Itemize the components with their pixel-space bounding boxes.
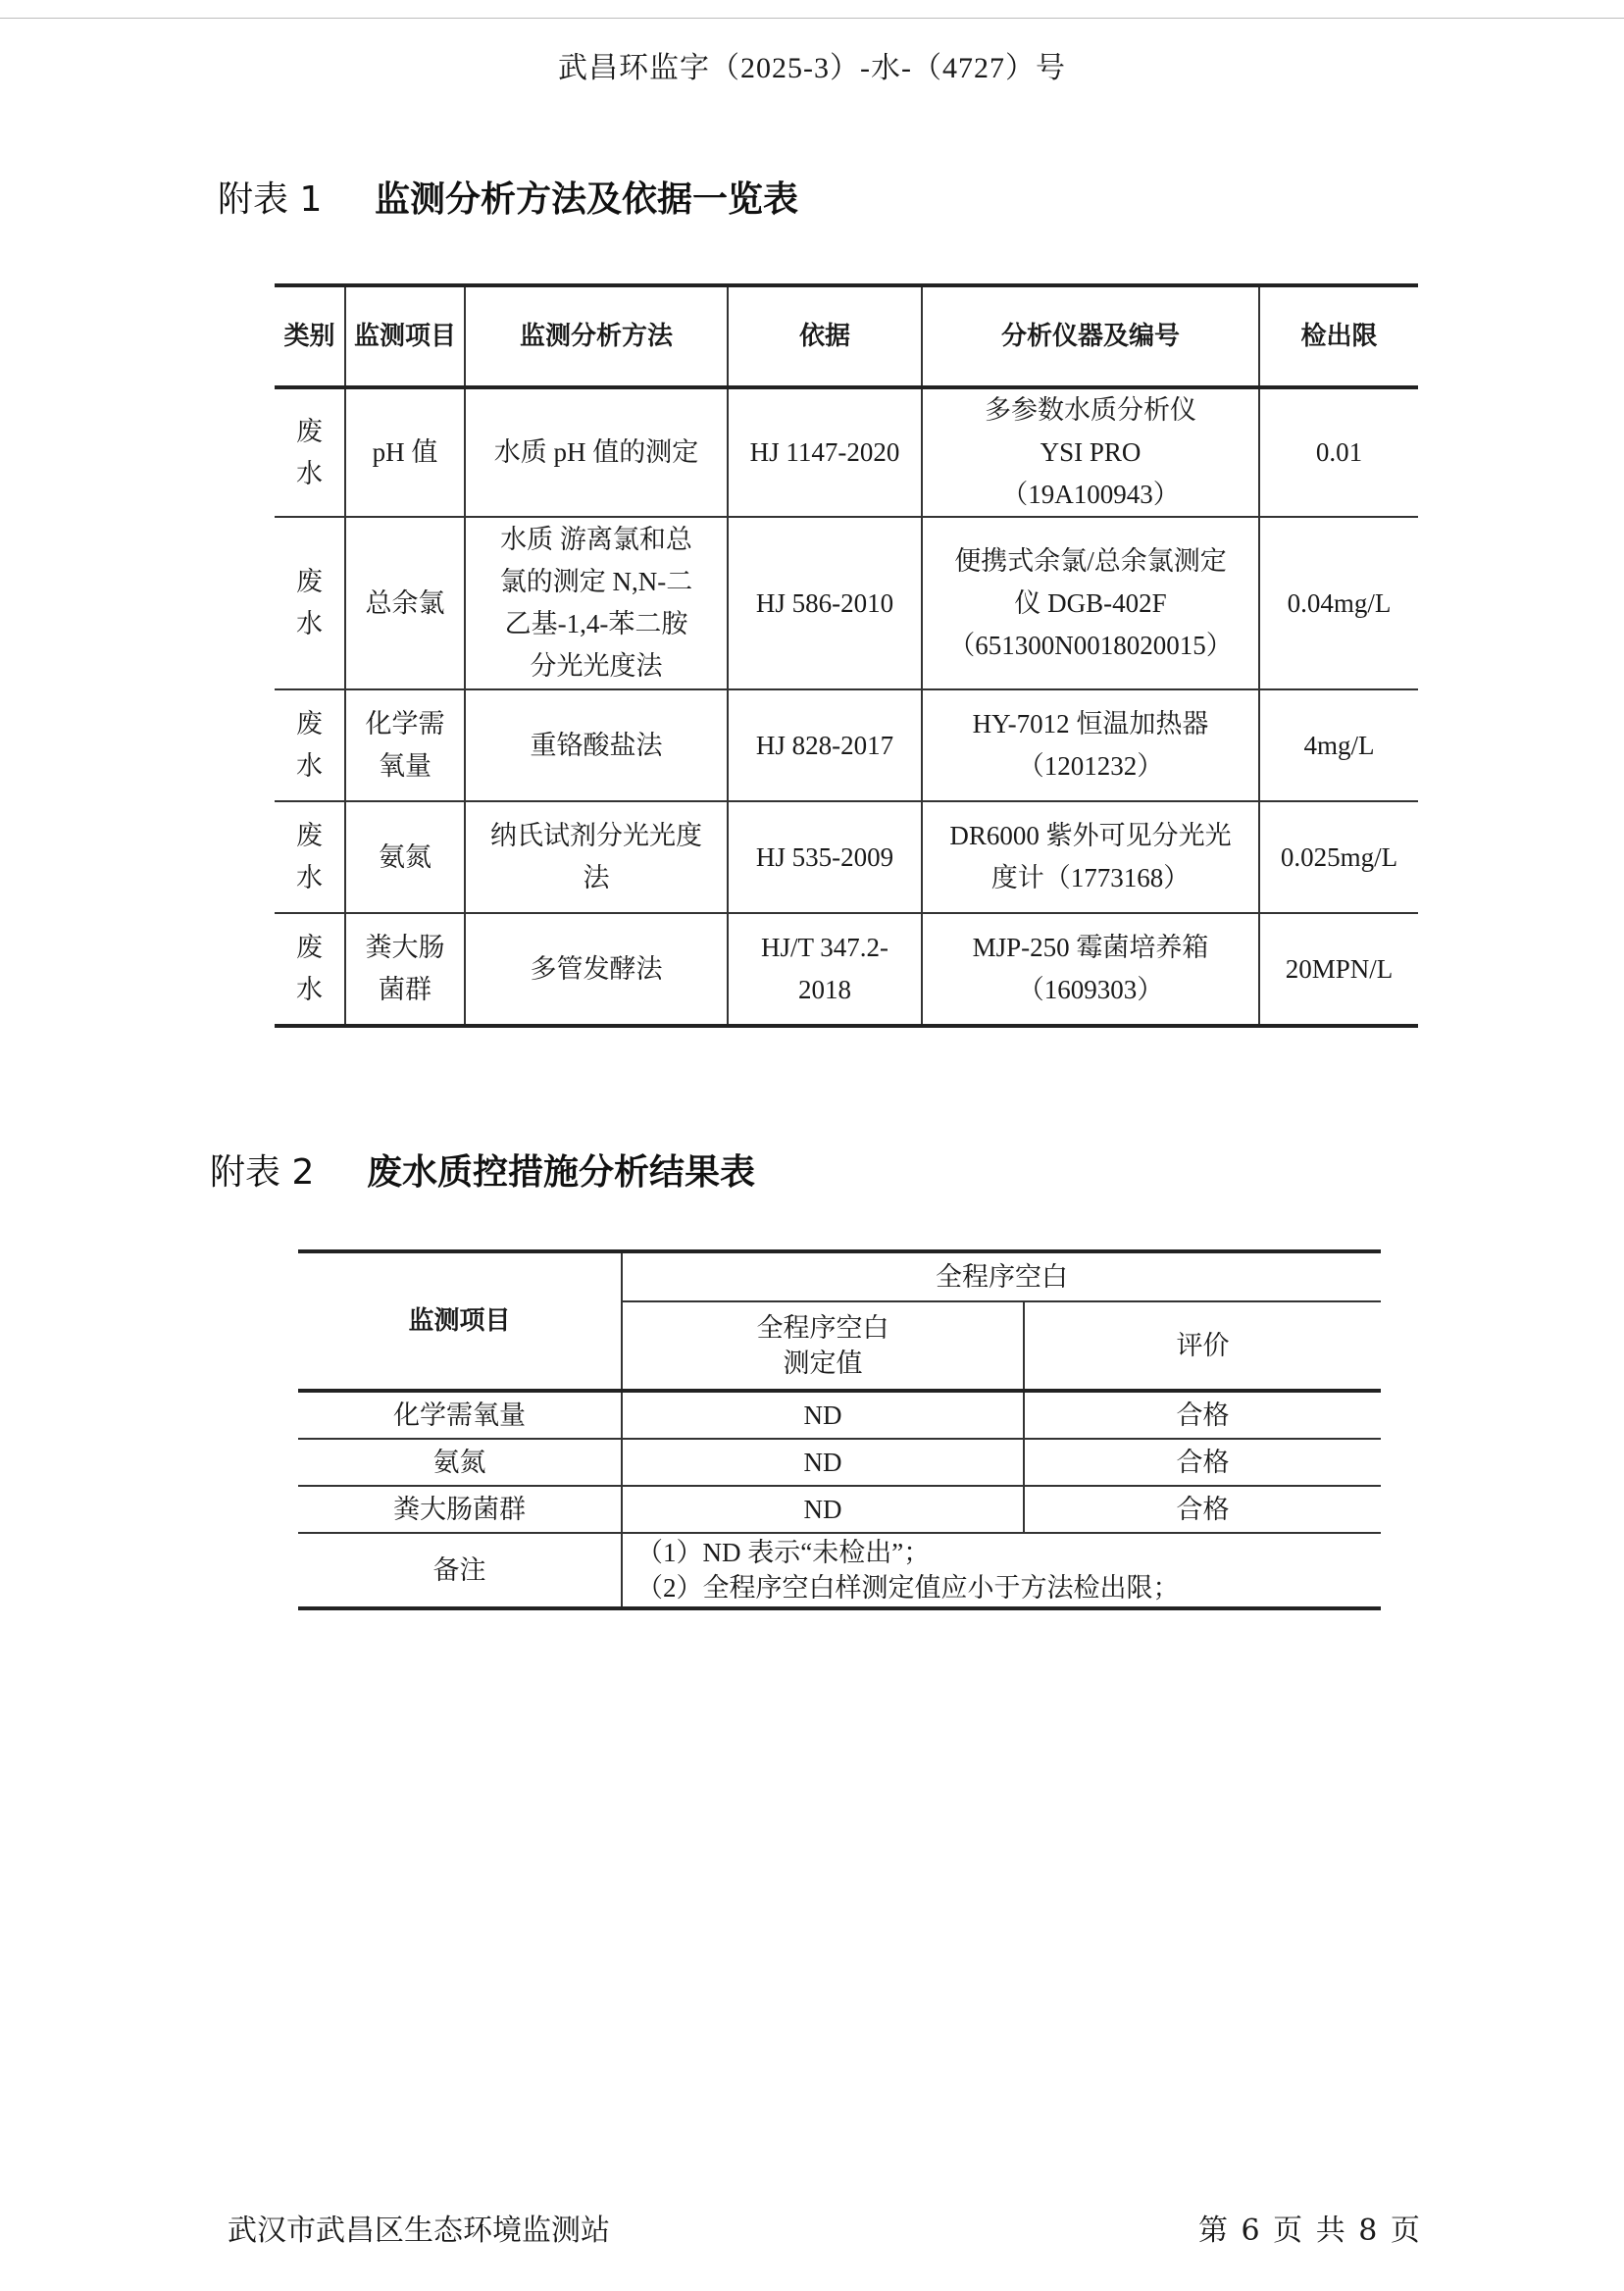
cell-limit: 0.04mg/L (1259, 517, 1418, 689)
col-header-blank-group: 全程序空白 (622, 1251, 1381, 1301)
table-row (275, 517, 1418, 689)
cell-item: 化学需氧量 (393, 1400, 526, 1430)
cell-basis: HJ 828-2017 (728, 689, 922, 801)
col-header-method: 监测分析方法 (465, 285, 728, 387)
cell-instrument: DR6000 紫外可见分光光 度计（1773168） (922, 801, 1259, 913)
table2-number: 附表 2 (210, 1152, 315, 1193)
cell-value: ND (622, 1486, 1024, 1533)
cell-category: 废 水 (275, 517, 345, 689)
qc-results-table (298, 1249, 1381, 1610)
cell-item: 氨氮 (298, 1439, 622, 1486)
cell-category: 废 水 (275, 913, 345, 1026)
header-rule (0, 18, 1624, 19)
cell-method: 多管发酵法 (465, 913, 728, 1026)
cell-basis: HJ 586-2010 (728, 517, 922, 689)
col-header-category: 类别 (283, 321, 335, 351)
col-header-item: 监测项目 (298, 1251, 622, 1391)
table1-title (218, 172, 798, 222)
col-header-evaluation: 评价 (1024, 1301, 1381, 1391)
cell-value: ND (622, 1391, 1024, 1439)
cell-evaluation: 合格 (1024, 1391, 1381, 1439)
cell-limit: 20MPN/L (1259, 913, 1418, 1026)
table2-title (210, 1145, 755, 1195)
cell-item: pH 值 (345, 387, 465, 517)
footer-organization: 武汉市武昌区生态环境监测站 (228, 2214, 610, 2248)
table2-title-text: 废水质控措施分析结果表 (367, 1152, 756, 1193)
notes-label: 备注 (298, 1533, 622, 1608)
cell-category: 废 水 (275, 689, 345, 801)
footer-page-number: 第 6 页 共 8 页 (1198, 2214, 1422, 2248)
table-row (275, 689, 1418, 801)
table-row (275, 801, 1418, 913)
cell-category: 废 水 (296, 416, 323, 488)
table1-number: 附表 1 (218, 179, 323, 220)
cell-basis: HJ 535-2009 (728, 801, 922, 913)
table1-title-text: 监测分析方法及依据一览表 (375, 179, 799, 220)
cell-basis: HJ/T 347.2- 2018 (728, 913, 922, 1026)
cell-method: 纳氏试剂分光光度 法 (465, 801, 728, 913)
col-header-basis: 依据 (728, 285, 922, 387)
cell-item: 氨氮 (345, 801, 465, 913)
cell-item: 粪大肠 菌群 (345, 913, 465, 1026)
cell-limit: 0.01 (1259, 387, 1418, 517)
cell-value: ND (622, 1439, 1024, 1486)
cell-item: 总余氯 (345, 517, 465, 689)
cell-instrument: 便携式余氯/总余氯测定 仪 DGB-402F （651300N0018020015） (922, 517, 1259, 689)
cell-item: 化学需 氧量 (345, 689, 465, 801)
cell-evaluation: 合格 (1024, 1486, 1381, 1533)
cell-limit: 4mg/L (1259, 689, 1418, 801)
cell-method: 重铬酸盐法 (465, 689, 728, 801)
cell-instrument: HY-7012 恒温加热器 （1201232） (922, 689, 1259, 801)
cell-instrument: 多参数水质分析仪 YSI PRO （19A100943） (922, 387, 1259, 517)
cell-method: 水质 游离氯和总 氯的测定 N,N-二 乙基-1,4-苯二胺 分光光度法 (465, 517, 728, 689)
document-number: 武昌环监字（2025-3）-水-（4727）号 (558, 52, 1066, 84)
col-header-limit: 检出限 (1259, 285, 1418, 387)
cell-evaluation: 合格 (1024, 1439, 1381, 1486)
table-row (298, 1391, 1381, 1439)
col-header-item: 监测项目 (345, 285, 465, 387)
cell-category: 废 水 (275, 801, 345, 913)
cell-instrument: MJP-250 霉菌培养箱 （1609303） (922, 913, 1259, 1026)
table-row (275, 387, 1418, 517)
cell-basis: HJ 1147-2020 (728, 387, 922, 517)
cell-limit: 0.025mg/L (1259, 801, 1418, 913)
cell-method: 水质 pH 值的测定 (465, 387, 728, 517)
table-row (298, 1486, 1381, 1533)
methods-table (275, 283, 1418, 1028)
cell-item: 粪大肠菌群 (298, 1486, 622, 1533)
col-header-blank-value: 全程序空白 测定值 (622, 1301, 1024, 1391)
table-row (298, 1439, 1381, 1486)
table-row (275, 913, 1418, 1026)
col-header-instrument: 分析仪器及编号 (922, 285, 1259, 387)
notes-row (298, 1533, 1381, 1608)
notes-text: （1）ND 表示“未检出”； （2）全程序空白样测定值应小于方法检出限； (622, 1533, 1381, 1608)
